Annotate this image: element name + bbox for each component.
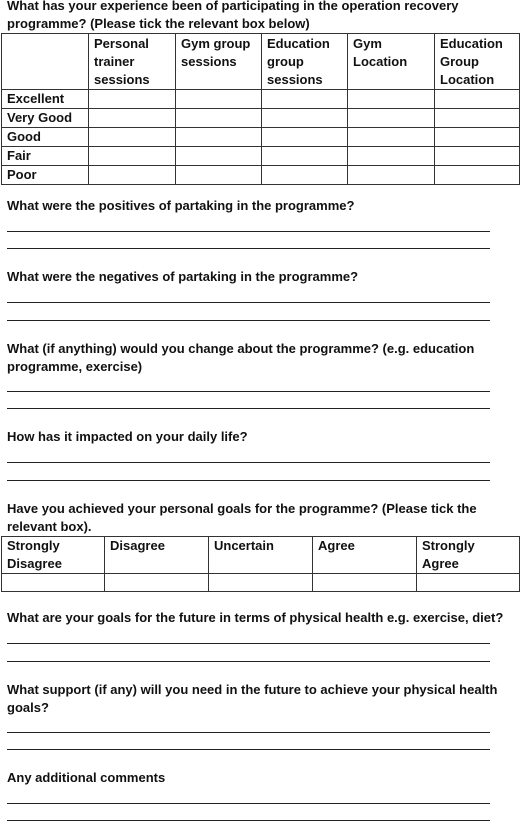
option-uncertain: Uncertain: [209, 537, 313, 574]
experience-table-header-row: [2, 34, 520, 90]
tick-box[interactable]: [435, 128, 520, 147]
tick-box[interactable]: [2, 574, 105, 592]
answer-line[interactable]: [7, 749, 490, 750]
tick-box[interactable]: [209, 574, 313, 592]
answer-line[interactable]: [7, 803, 490, 804]
tick-box[interactable]: [348, 109, 435, 128]
question-1-text: What has your experience been of participating in the operation recovery programme? (Please tick the relevant box below): [7, 0, 459, 31]
tick-box[interactable]: [89, 128, 176, 147]
tick-box[interactable]: [262, 147, 348, 166]
goals-table-header-row: [2, 537, 520, 574]
question-6-text: Have you achieved your personal goals for the programme? (Please tick the relevant box).: [7, 501, 477, 534]
tick-box[interactable]: [176, 166, 262, 185]
option-strongly-disagree: Strongly Disagree: [2, 537, 105, 574]
tick-box[interactable]: [435, 147, 520, 166]
question-7-text: What are your goals for the future in terms of physical health e.g. exercise, diet?: [7, 610, 504, 625]
tick-box[interactable]: [262, 90, 348, 109]
tick-box[interactable]: [89, 166, 176, 185]
tick-box[interactable]: [176, 147, 262, 166]
tick-box[interactable]: [89, 109, 176, 128]
tick-box[interactable]: [262, 109, 348, 128]
column-header-gym-group: Gym group sessions: [176, 34, 262, 90]
tick-box[interactable]: [313, 574, 417, 592]
rating-row-good: [2, 128, 520, 147]
row-label: Poor: [2, 166, 89, 185]
answer-line[interactable]: [7, 480, 490, 481]
option-disagree: Disagree: [105, 537, 209, 574]
question-4-text: What (if anything) would you change about the programme? (e.g. education programme, exercise): [7, 341, 475, 374]
answer-line[interactable]: [7, 391, 490, 392]
goals-tick-row: [2, 574, 520, 592]
question-9-text: Any additional comments: [7, 770, 166, 785]
rating-row-very-good: [2, 109, 520, 128]
tick-box[interactable]: [435, 109, 520, 128]
tick-box[interactable]: [176, 90, 262, 109]
tick-box[interactable]: [89, 147, 176, 166]
answer-line[interactable]: [7, 231, 490, 232]
question-2-text: What were the positives of partaking in the programme?: [7, 198, 355, 213]
tick-box[interactable]: [176, 109, 262, 128]
tick-box[interactable]: [435, 166, 520, 185]
question-5-text: How has it impacted on your daily life?: [7, 429, 248, 444]
answer-line[interactable]: [7, 732, 490, 733]
experience-rating-table: [1, 33, 520, 185]
row-label: Fair: [2, 147, 89, 166]
tick-box[interactable]: [348, 128, 435, 147]
tick-box[interactable]: [348, 147, 435, 166]
corner-cell: [2, 34, 89, 90]
rating-row-fair: [2, 147, 520, 166]
answer-line[interactable]: [7, 820, 490, 821]
option-strongly-agree: Strongly Agree: [417, 537, 520, 574]
tick-box[interactable]: [348, 166, 435, 185]
tick-box[interactable]: [417, 574, 520, 592]
answer-line[interactable]: [7, 462, 490, 463]
row-label: Excellent: [2, 90, 89, 109]
row-label: Very Good: [2, 109, 89, 128]
answer-line[interactable]: [7, 320, 490, 321]
tick-box[interactable]: [89, 90, 176, 109]
tick-box[interactable]: [435, 90, 520, 109]
answer-line[interactable]: [7, 302, 490, 303]
answer-line[interactable]: [7, 408, 490, 409]
rating-row-poor: [2, 166, 520, 185]
column-header-education-group: Education group sessions: [262, 34, 348, 90]
rating-row-excellent: [2, 90, 520, 109]
row-label: Good: [2, 128, 89, 147]
answer-line[interactable]: [7, 643, 490, 644]
goals-agreement-table: [1, 536, 520, 592]
question-3-text: What were the negatives of partaking in the programme?: [7, 269, 359, 284]
answer-line[interactable]: [7, 661, 490, 662]
column-header-gym-location: Gym Location: [348, 34, 435, 90]
option-agree: Agree: [313, 537, 417, 574]
tick-box[interactable]: [262, 166, 348, 185]
question-8-text: What support (if any) will you need in the future to achieve your physical health goals?: [7, 682, 498, 715]
column-header-education-location: Education Group Location: [435, 34, 520, 90]
column-header-personal-trainer: Personal trainer sessions: [89, 34, 176, 90]
tick-box[interactable]: [105, 574, 209, 592]
answer-line[interactable]: [7, 248, 490, 249]
tick-box[interactable]: [348, 90, 435, 109]
tick-box[interactable]: [262, 128, 348, 147]
tick-box[interactable]: [176, 128, 262, 147]
